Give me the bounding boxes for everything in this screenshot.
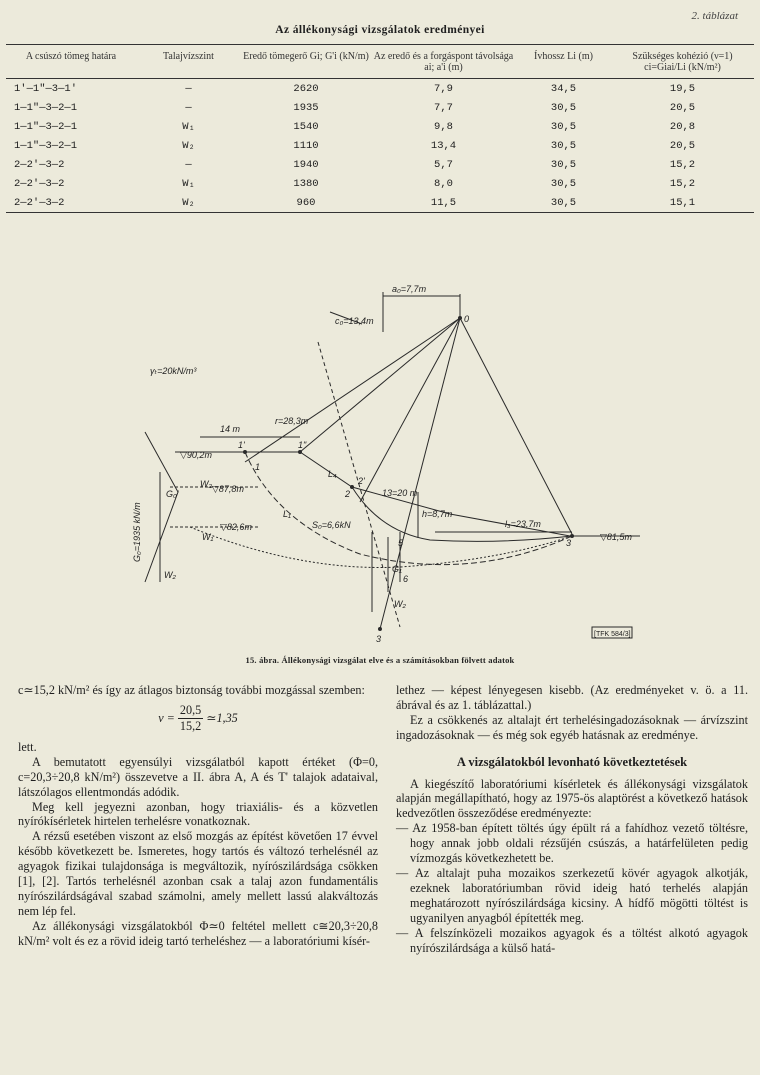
paragraph: Az állékonysági vizsgálatokból Φ≃0 feltétel mellett c≅20,3÷20,8 kN/m² volt és ez a rövid ideig tartó terheléshez — a laboratóriumi kísér- (18, 918, 378, 948)
label-w2-left: W₂ (164, 570, 176, 580)
label-point-1p: 1' (238, 440, 245, 450)
label-14m: 14 m (220, 424, 241, 434)
label-c0: c₀=13,4m (335, 316, 374, 326)
results-table (6, 44, 754, 213)
header-cohesion: Szükséges kohézió (ν=1) ci=Giai/Li (kN/m²) (611, 45, 754, 79)
cell-boundary: 2—2'—3—2 (14, 177, 65, 190)
table-number: 2. táblázat (691, 10, 738, 22)
center-point (458, 316, 462, 320)
label-point-5: 5 (398, 538, 404, 548)
radius-line (460, 318, 572, 534)
paragraph: A rézsű esetében viszont az első mozgás az építést követően 17 évvel később következett be. Ismeretes, hogy tartós és változó terhelésnél az agyagok fizikai tulajdonsága is megváltozik, nyírószilárdsága csökken [1], [2]. Tartós terhelésnél azonban csak a talaj azon fundamentális nyírószilárdságával szabad számolni, amely mellett lassú alakváltozás nem lép fel. (18, 829, 378, 918)
label-point-1: 1 (255, 462, 261, 472)
label-l4: L₄ (328, 469, 337, 479)
label-w1: W₁ (202, 532, 214, 542)
label-w2: W₂ (200, 479, 212, 489)
cell-force: 1540 (293, 120, 319, 133)
paragraph: Ez a csökkenés az altalajt ért terhelésingadozásoknak — árvízszint ingadozásoknak — és még sok egyéb hatásnak az eredménye. (396, 712, 748, 742)
cell-groundwater: W₂ (182, 139, 195, 152)
cell-arc: 30,5 (516, 193, 611, 213)
left-column (18, 683, 378, 949)
table-row (6, 117, 754, 136)
label-w2-lower: W₂ (394, 599, 406, 609)
cell-force: 1940 (293, 158, 319, 171)
table-row (6, 79, 754, 99)
section-title: A vizsgálatokból levonható következtetések (456, 754, 688, 769)
right-column (396, 683, 748, 955)
header-arc-length: Ívhossz Li (m) (516, 45, 611, 79)
cell-distance: 7,9 (434, 82, 453, 95)
cell-groundwater: — (185, 82, 192, 95)
slip-circle (190, 527, 572, 568)
label-height: h=8,7m (422, 509, 453, 519)
cell-boundary: 1—1"—3—2—1 (14, 101, 78, 114)
point-2 (350, 485, 354, 489)
cell-groundwater: W₁ (182, 177, 195, 190)
point-1pp (298, 450, 302, 454)
label-lvl-826: ▽82,6m (220, 522, 252, 532)
cell-distance: 8,0 (434, 177, 453, 190)
table-row (6, 98, 754, 117)
cell-boundary: 1—1"—3—2—1 (14, 139, 78, 152)
label-lvl-878: ▽87,8m (212, 484, 244, 494)
cell-cohesion: 20,8 (669, 120, 696, 133)
label-distance: 13=20 m (382, 488, 418, 498)
force-polygon (145, 432, 178, 582)
paragraph: c≃15,2 kN/m² és így az átlagos biztonság további mozgással szemben: (18, 683, 365, 697)
radius-line (245, 318, 460, 462)
paragraph: lethez — képest lényegesen kisebb. (Az eredményeket v. ö. a 11. ábrával és az 1. táblázattal.) (396, 683, 748, 712)
cell-groundwater: — (185, 101, 192, 114)
cell-groundwater: — (185, 158, 192, 171)
cell-cohesion: 20,5 (669, 139, 696, 152)
cell-boundary: 1—1"—3—2—1 (14, 120, 78, 133)
cell-cohesion: 19,5 (669, 82, 696, 95)
header-groundwater: Talajvízszint (136, 45, 241, 79)
cell-arc: 30,5 (550, 177, 577, 190)
paragraph: A bemutatott egyensúlyi vizsgálatból kapott értéket (Φ=0, c=20,3÷20,8 kN/m²) összevetve a II. ábra A, A és T' talajok adataival, látszólagos ellentmondás adódik. (18, 754, 378, 799)
formula-fraction (178, 703, 203, 734)
cell-boundary: 2—2'—3—2 (6, 193, 136, 213)
header-distance: Az eredő és a forgáspont távolsága ai; a'i (m) (371, 45, 516, 79)
cell-boundary: 1'—1"—3—1' (14, 82, 78, 95)
formula-lhs: ν = (158, 711, 175, 726)
paragraph: A kiegészítő laboratóriumi kísérletek és állékonysági vizsgálatok alapján megállapítható, hogy az 1975-ös alaptörést a következő hatások kedvezőtlen összeződése eredményezte: (396, 776, 748, 821)
cell-arc: 30,5 (550, 101, 577, 114)
label-point-3: 3 (566, 538, 572, 548)
cell-groundwater: W₂ (136, 193, 241, 213)
table-row (6, 193, 754, 213)
label-point-2p: 2' (358, 476, 365, 486)
header-resultant-force: Eredő tömegerő Gi; G'i (kN/m) (241, 45, 371, 79)
radius-line (380, 318, 460, 629)
point-1prime (243, 450, 247, 454)
table-header-row (6, 45, 754, 79)
cell-force: 1380 (293, 177, 319, 190)
label-g1: G₁ (392, 564, 402, 574)
label-radius: r=28,3m (275, 416, 309, 426)
figure-caption: 15. ábra. Állékonysági vizsgálat elve és a számításokban fölvett adatok (245, 655, 515, 665)
point-pole (378, 627, 382, 631)
table-title: Az állékonysági vizsgálatok eredményei (275, 24, 485, 36)
label-point-2: 2 (345, 489, 351, 499)
label-s0: S₀=6,6kN (312, 520, 351, 530)
stability-diagram (100, 282, 660, 652)
label-point-1pp: 1" (298, 440, 307, 450)
list-item: — Az 1958-ban épített töltés úgy épült rá a fahídhoz vezető töltésre, hogy annak jobb oldali rézsűjén csúszás, a határfelületen pedig vízmozgás következhetett be. (396, 821, 748, 866)
cell-arc: 30,5 (550, 158, 577, 171)
cell-force: 960 (241, 193, 371, 213)
cell-arc: 30,5 (550, 120, 577, 133)
cell-distance: 5,7 (434, 158, 453, 171)
label-g0-force: G₀=1935 kN/m (132, 502, 142, 562)
cell-distance: 7,7 (434, 101, 453, 114)
label-center: 0 (464, 314, 470, 324)
label-lvl-902: ▽90,2m (180, 450, 212, 460)
radius-line (300, 318, 460, 452)
cell-distance: 9,8 (434, 120, 453, 133)
cell-cohesion: 15,1 (611, 193, 754, 213)
table-row (6, 136, 754, 155)
label-stamp: [TFK 584/3] (594, 631, 631, 638)
list-item: — A felszínközeli mozaikos agyagok és a töltést alkotó agyagok nyírószilárdsága a külső hatá- (396, 925, 748, 955)
paragraph: Meg kell jegyezni azonban, hogy triaxiális- és a közvetlen nyírókísérletek hirtelen terhelésre vonatkoznak. (18, 799, 378, 829)
label-lvl-815: ▽81,5m (600, 532, 632, 542)
table-row (6, 174, 754, 193)
cell-distance: 13,4 (430, 139, 457, 152)
cell-cohesion: 20,5 (669, 101, 696, 114)
cell-arc: 30,5 (550, 139, 577, 152)
list-item: — Az altalajt puha mozaikos szerkezetű kövér agyagok alkotják, ezeknek laboratóriumban rövid ideig ható terhelés alapján meghatározott nyírószilárdsága kicsiny. A hídfő mögötti töltést is ugyanilyen anyagból építették meg. (396, 865, 748, 925)
label-l3: l₃=23,7m (505, 519, 541, 529)
cell-groundwater: W₁ (182, 120, 195, 133)
cell-force: 1935 (293, 101, 319, 114)
paragraph: lett. (18, 739, 37, 754)
cell-force: 1110 (293, 139, 319, 152)
label-point-6: 6 (403, 574, 409, 584)
label-a0: a₀=7,7m (392, 284, 427, 294)
table-row (6, 155, 754, 174)
cell-distance: 11,5 (371, 193, 516, 213)
label-l1: L₁ (283, 509, 291, 519)
label-g0prime: G₀' (166, 489, 179, 499)
formula-denominator: 15,2 (179, 719, 202, 734)
label-gamma: γₜ=20kN/m³ (150, 366, 197, 376)
cell-boundary: 2—2'—3—2 (14, 158, 65, 171)
cell-arc: 34,5 (550, 82, 577, 95)
slip-circle (245, 452, 572, 565)
radius-line (360, 318, 460, 502)
label-pole: 3 (376, 634, 382, 644)
cell-cohesion: 15,2 (669, 177, 696, 190)
safety-formula (18, 700, 378, 738)
formula-result: ≃1,35 (206, 711, 238, 726)
cell-force: 2620 (293, 82, 319, 95)
formula-numerator: 20,5 (179, 703, 202, 718)
cell-cohesion: 15,2 (669, 158, 696, 171)
header-mass-boundary: A csúszó tömeg határa (6, 45, 136, 79)
